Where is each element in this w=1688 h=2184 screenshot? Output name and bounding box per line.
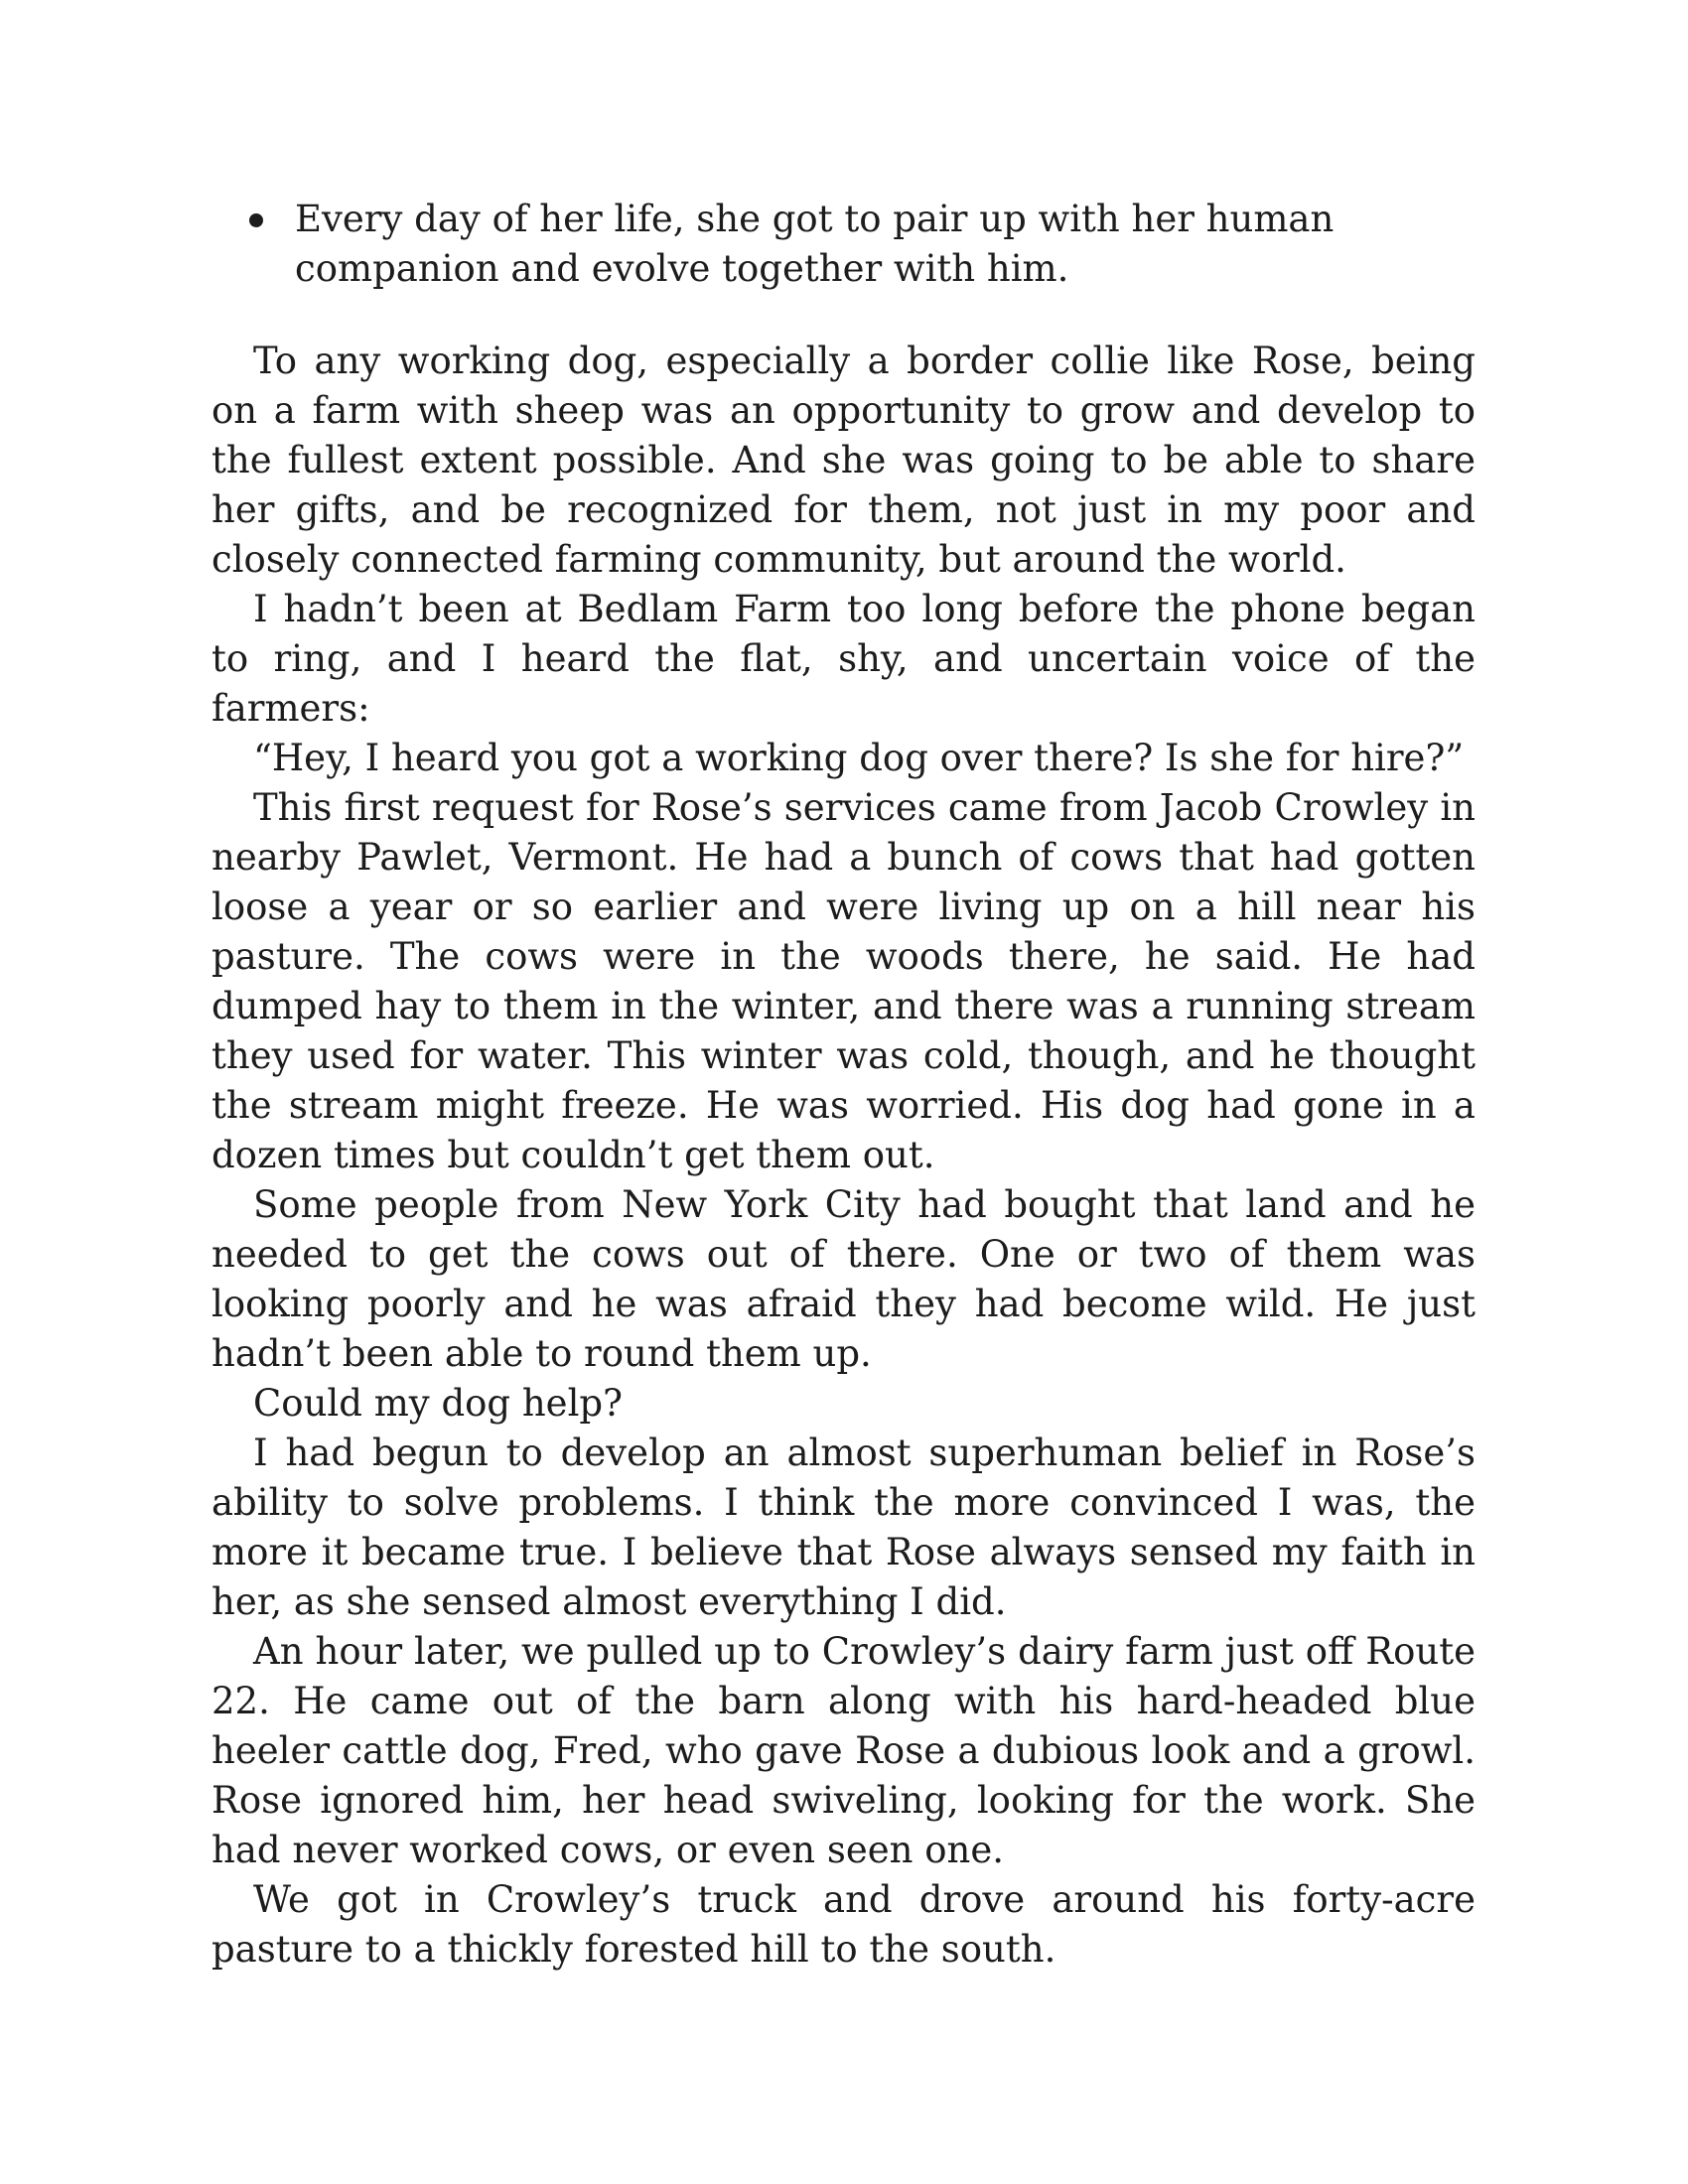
paragraph: I had begun to develop an almost superhuman belief in Rose’s ability to solve problems. I think the more convinced I was, the more it became true. I believe that Rose always sensed my faith in her, as she sensed almost everything I did. (211, 1432, 1476, 1623)
paragraph: We got in Crowley’s truck and drove around his forty-acre pasture to a thickly forested hill to the south. (211, 1878, 1476, 1971)
paragraph: This first request for Rose’s services came from Jacob Crowley in nearby Pawlet, Vermont. He had a bunch of cows that had gotten loose a year or so earlier and were living up on a hill near his pasture. The cows were in the woods there, he said. He had dumped hay to them in the winter, and there was a running stream they used for water. This winter was cold, though, and he thought the stream might freeze. He was worried. His dog had gone in a dozen times but couldn’t get them out. (211, 786, 1476, 1176)
paragraph: To any working dog, especially a border collie like Rose, being on a farm with sheep was an opportunity to grow and develop to the fullest extent possible. And she was going to be able to share her gifts, and be recognized for them, not just in my poor and closely connected farming community, but around the world. (211, 340, 1476, 581)
paragraph: Could my dog help? (253, 1382, 623, 1425)
paragraph: “Hey, I heard you got a working dog over there? Is she for hire?” (253, 737, 1465, 779)
bullet-text: Every day of her life, she got to pair up with her human companion and evolve together with him. (295, 198, 1335, 290)
bullet-item (211, 195, 1476, 294)
paragraph: I hadn’t been at Bedlam Farm too long before the phone began to ring, and I heard the flat, shy, and uncertain voice of the farmers: (211, 588, 1476, 730)
paragraph: Some people from New York City had bought that land and he needed to get the cows out of there. One or two of them was looking poorly and he was afraid they had become wild. He just hadn’t been able to round them up. (211, 1183, 1476, 1375)
page-body (211, 195, 1476, 1975)
bullet-dot-icon (249, 213, 263, 227)
bullet-list (211, 195, 1476, 294)
paragraph: An hour later, we pulled up to Crowley’s dairy farm just off Route 22. He came out of the barn along with his hard-headed blue heeler cattle dog, Fred, who gave Rose a dubious look and a growl. Rose ignored him, her head swiveling, looking for the work. She had never worked cows, or even seen one. (211, 1630, 1476, 1871)
